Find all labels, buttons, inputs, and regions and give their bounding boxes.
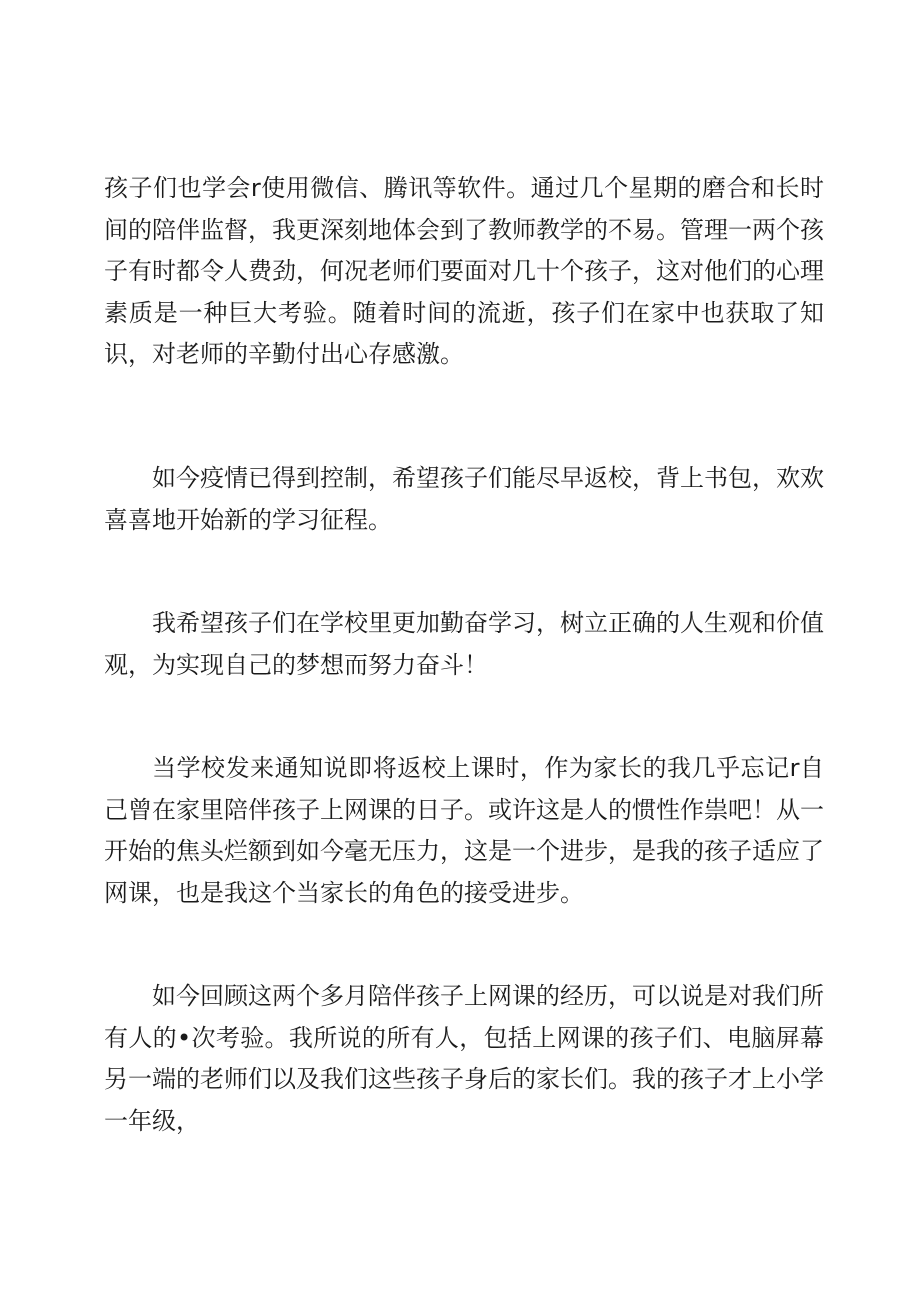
paragraph-hope-study: 我希望孩子们在学校里更加勤奋学习，树立正确的人生观和价值观，为实现自己的梦想而努力奋斗！	[104, 609, 824, 679]
paragraph-return-notice: 当学校发来通知说即将返校上课时，作为家长的我几乎忘记r自己曾在家里陪伴孩子上网课的日子。或许这是人的惯性作祟吧！从一开始的焦头烂额到如今毫无压力，这是一个进步，是我的孩子适应了网课，也是我这个当家长的角色的接受进步。	[104, 754, 824, 907]
paragraph-review-experience: 如今回顾这两个多月陪伴孩子上网课的经历，可以说是对我们所有人的•次考验。我所说的所有人，包括上网课的孩子们、电脑屏幕另一端的老师们以及我们这些孩子身后的家长们。我的孩子才上小学一年级，	[104, 982, 824, 1135]
paragraph-continuation: 孩子们也学会r使用微信、腾讯等软件。通过几个星期的磨合和长时间的陪伴监督，我更深刻地体会到了教师教学的不易。管理一两个孩子有时都令人费劲，何况老师们要面对几十个孩子，这对他们的心理素质是一种巨大考验。随着时间的流逝，孩子们在家中也获取了知识，对老师的辛勤付出心存感激。	[104, 174, 824, 368]
paragraph-epidemic-control: 如今疫情已得到控制，希望孩子们能尽早返校，背上书包，欢欢喜喜地开始新的学习征程。	[104, 464, 824, 534]
